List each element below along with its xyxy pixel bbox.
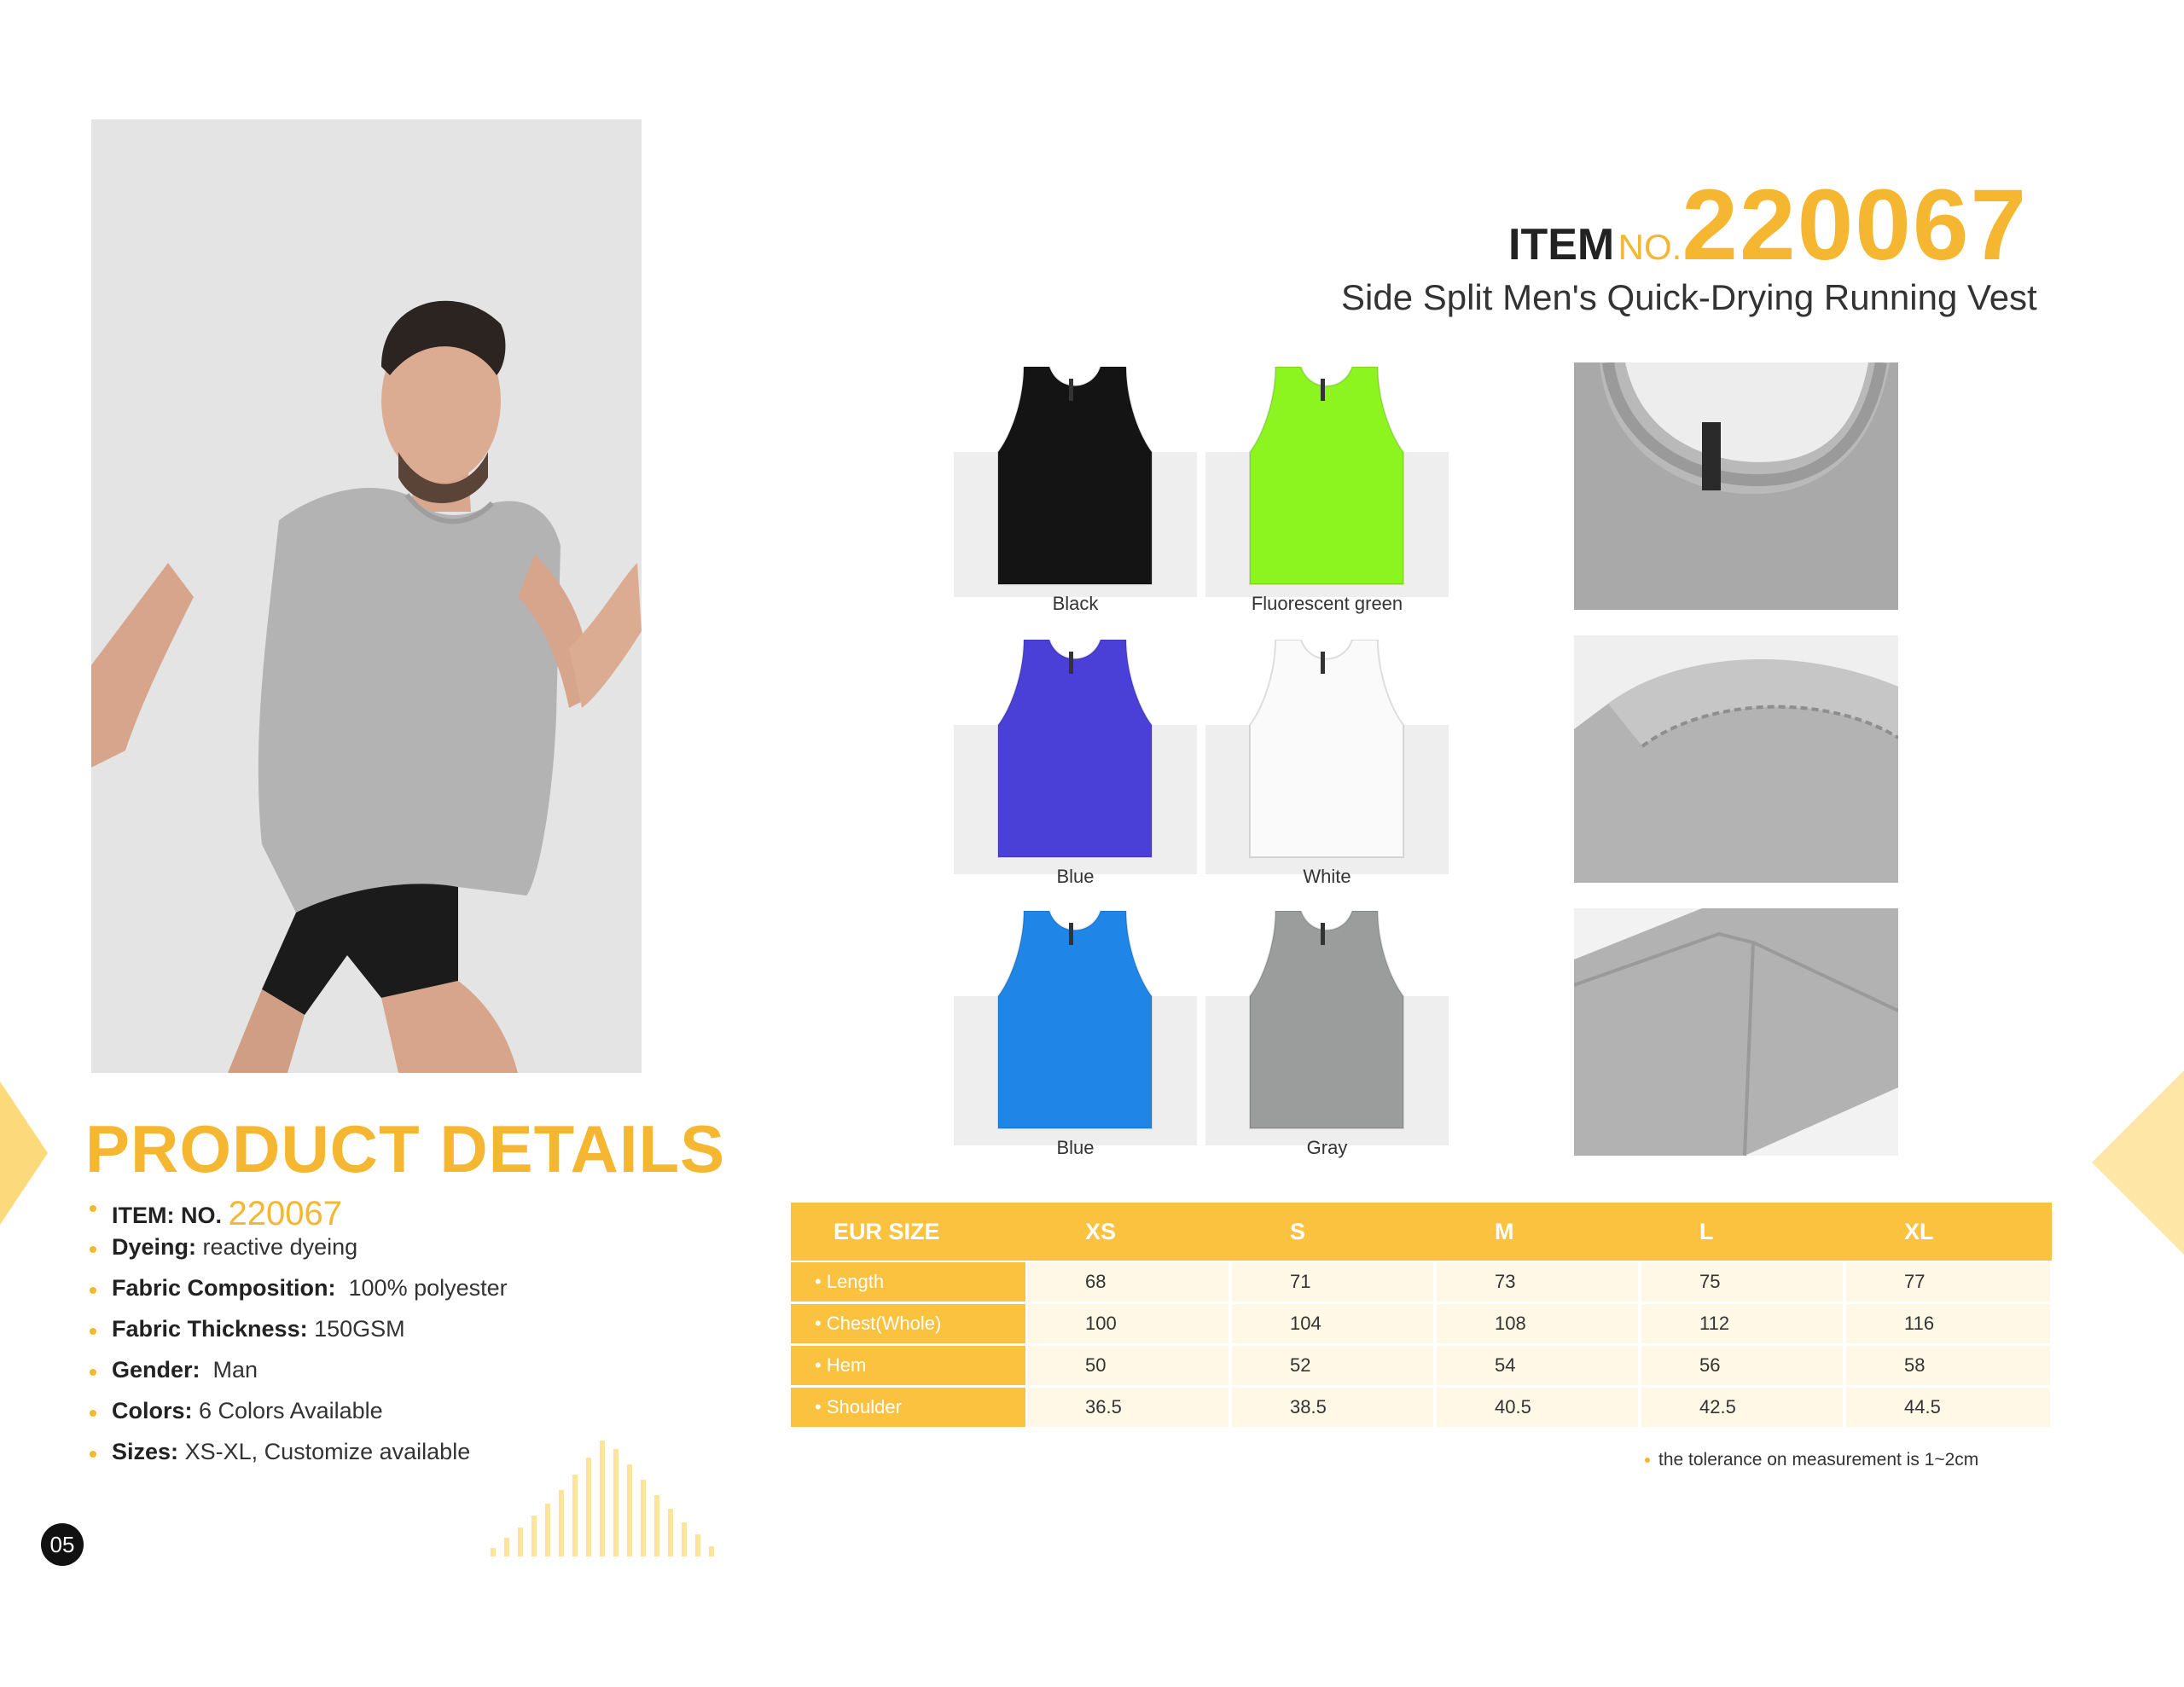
- detail-key: ITEM: NO.: [112, 1203, 222, 1228]
- value-cell: 104: [1232, 1304, 1433, 1343]
- value-cell: 68: [1027, 1262, 1228, 1301]
- item-number: 220067: [1682, 169, 2029, 281]
- header-cell: S: [1290, 1219, 1306, 1244]
- closeup-side-split: [1574, 908, 1898, 1156]
- value-cell: 44.5: [1846, 1388, 2050, 1427]
- tank-top-icon: [990, 367, 1160, 588]
- row-label: • Length: [791, 1262, 1025, 1301]
- detail-gender: [90, 1354, 738, 1394]
- detail-value: XS-XL, Customize available: [184, 1439, 471, 1464]
- table-row: [791, 1388, 2052, 1429]
- swatch-label: Blue: [1056, 866, 1095, 887]
- header-cell: L: [1699, 1219, 1714, 1244]
- table-row: [791, 1346, 2052, 1388]
- header-cell: M: [1495, 1219, 1514, 1244]
- detail-fabric-composition: [90, 1272, 738, 1313]
- bullet-icon: [90, 1451, 96, 1458]
- detail-key: Colors:: [112, 1398, 193, 1423]
- runner-illustration: [91, 119, 642, 1073]
- bullet-icon: [90, 1369, 96, 1376]
- value-cell: 42.5: [1641, 1388, 1843, 1427]
- striped-triangle-decor: [482, 1420, 729, 1557]
- product-subtitle: Side Split Men's Quick-Drying Running Vest: [1341, 277, 2037, 317]
- size-table-header: [791, 1203, 2052, 1261]
- value-cell: 58: [1846, 1346, 2050, 1385]
- detail-value: 6 Colors Available: [199, 1398, 383, 1423]
- right-decor-triangle: [2092, 1070, 2184, 1255]
- swatch-label: Blue: [1056, 1137, 1095, 1158]
- tolerance-note: [1645, 1450, 1978, 1470]
- row-label: • Hem: [791, 1346, 1025, 1385]
- value-cell: 71: [1232, 1262, 1433, 1301]
- item-heading: [1508, 169, 2029, 281]
- header-cell: XL: [1904, 1219, 1934, 1244]
- value-cell: 50: [1027, 1346, 1228, 1385]
- swatch-label: Gray: [1306, 1137, 1348, 1158]
- item-label: ITEM: [1508, 220, 1615, 270]
- detail-dyeing: [90, 1231, 738, 1272]
- size-table: [791, 1203, 2052, 1429]
- detail-value: 100% polyester: [348, 1275, 508, 1301]
- bullet-icon: [90, 1410, 96, 1417]
- no-label: NO.: [1618, 227, 1682, 267]
- detail-value: 220067: [228, 1195, 342, 1232]
- swatch-label: White: [1303, 866, 1351, 887]
- row-label: • Chest(Whole): [791, 1304, 1025, 1343]
- value-cell: 36.5: [1027, 1388, 1228, 1427]
- swatch-label: Black: [1052, 593, 1099, 614]
- table-row: [791, 1262, 2052, 1304]
- tank-top-icon: [990, 911, 1160, 1133]
- value-cell: 56: [1641, 1346, 1843, 1385]
- detail-fabric-thickness: [90, 1313, 738, 1354]
- value-cell: 116: [1846, 1304, 2050, 1343]
- bullet-icon: [90, 1328, 96, 1335]
- detail-key: Dyeing:: [112, 1234, 197, 1260]
- value-cell: 54: [1437, 1346, 1638, 1385]
- closeup-armhole: [1574, 635, 1898, 883]
- tolerance-text: the tolerance on measurement is 1~2cm: [1658, 1450, 1979, 1470]
- value-cell: 73: [1437, 1262, 1638, 1301]
- value-cell: 75: [1641, 1262, 1843, 1301]
- tank-top-icon: [1241, 367, 1412, 588]
- page-number: 05: [41, 1523, 84, 1566]
- closeup-collar: [1574, 362, 1898, 610]
- value-cell: 40.5: [1437, 1388, 1638, 1427]
- value-cell: 108: [1437, 1304, 1638, 1343]
- table-row: [791, 1304, 2052, 1346]
- swatch-label: Fluorescent green: [1251, 593, 1403, 614]
- bullet-icon: [90, 1287, 96, 1294]
- product-details-title: PRODUCT DETAILS: [85, 1111, 726, 1186]
- detail-value: Man: [212, 1357, 258, 1383]
- value-cell: 52: [1232, 1346, 1433, 1385]
- bullet-icon: [1645, 1458, 1650, 1463]
- value-cell: 38.5: [1232, 1388, 1433, 1427]
- detail-key: Gender:: [112, 1357, 200, 1383]
- header-cell: XS: [1085, 1219, 1117, 1244]
- detail-value: 150GSM: [314, 1316, 405, 1342]
- left-decor-triangle: [0, 1081, 48, 1225]
- detail-key: Sizes:: [112, 1439, 179, 1464]
- detail-key: Fabric Composition:: [112, 1275, 336, 1301]
- bullet-icon: [90, 1205, 96, 1212]
- detail-key: Fabric Thickness:: [112, 1316, 308, 1342]
- value-cell: 100: [1027, 1304, 1228, 1343]
- tank-top-icon: [1241, 640, 1412, 861]
- value-cell: 77: [1846, 1262, 2050, 1301]
- detail-value: reactive dyeing: [202, 1234, 358, 1260]
- header-cell: EUR SIZE: [834, 1219, 940, 1244]
- hero-photo: [91, 119, 642, 1073]
- bullet-icon: [90, 1246, 96, 1253]
- tank-top-icon: [1241, 911, 1412, 1133]
- detail-item-number: [90, 1190, 738, 1231]
- value-cell: 112: [1641, 1304, 1843, 1343]
- tank-top-icon: [990, 640, 1160, 861]
- row-label: • Shoulder: [791, 1388, 1025, 1427]
